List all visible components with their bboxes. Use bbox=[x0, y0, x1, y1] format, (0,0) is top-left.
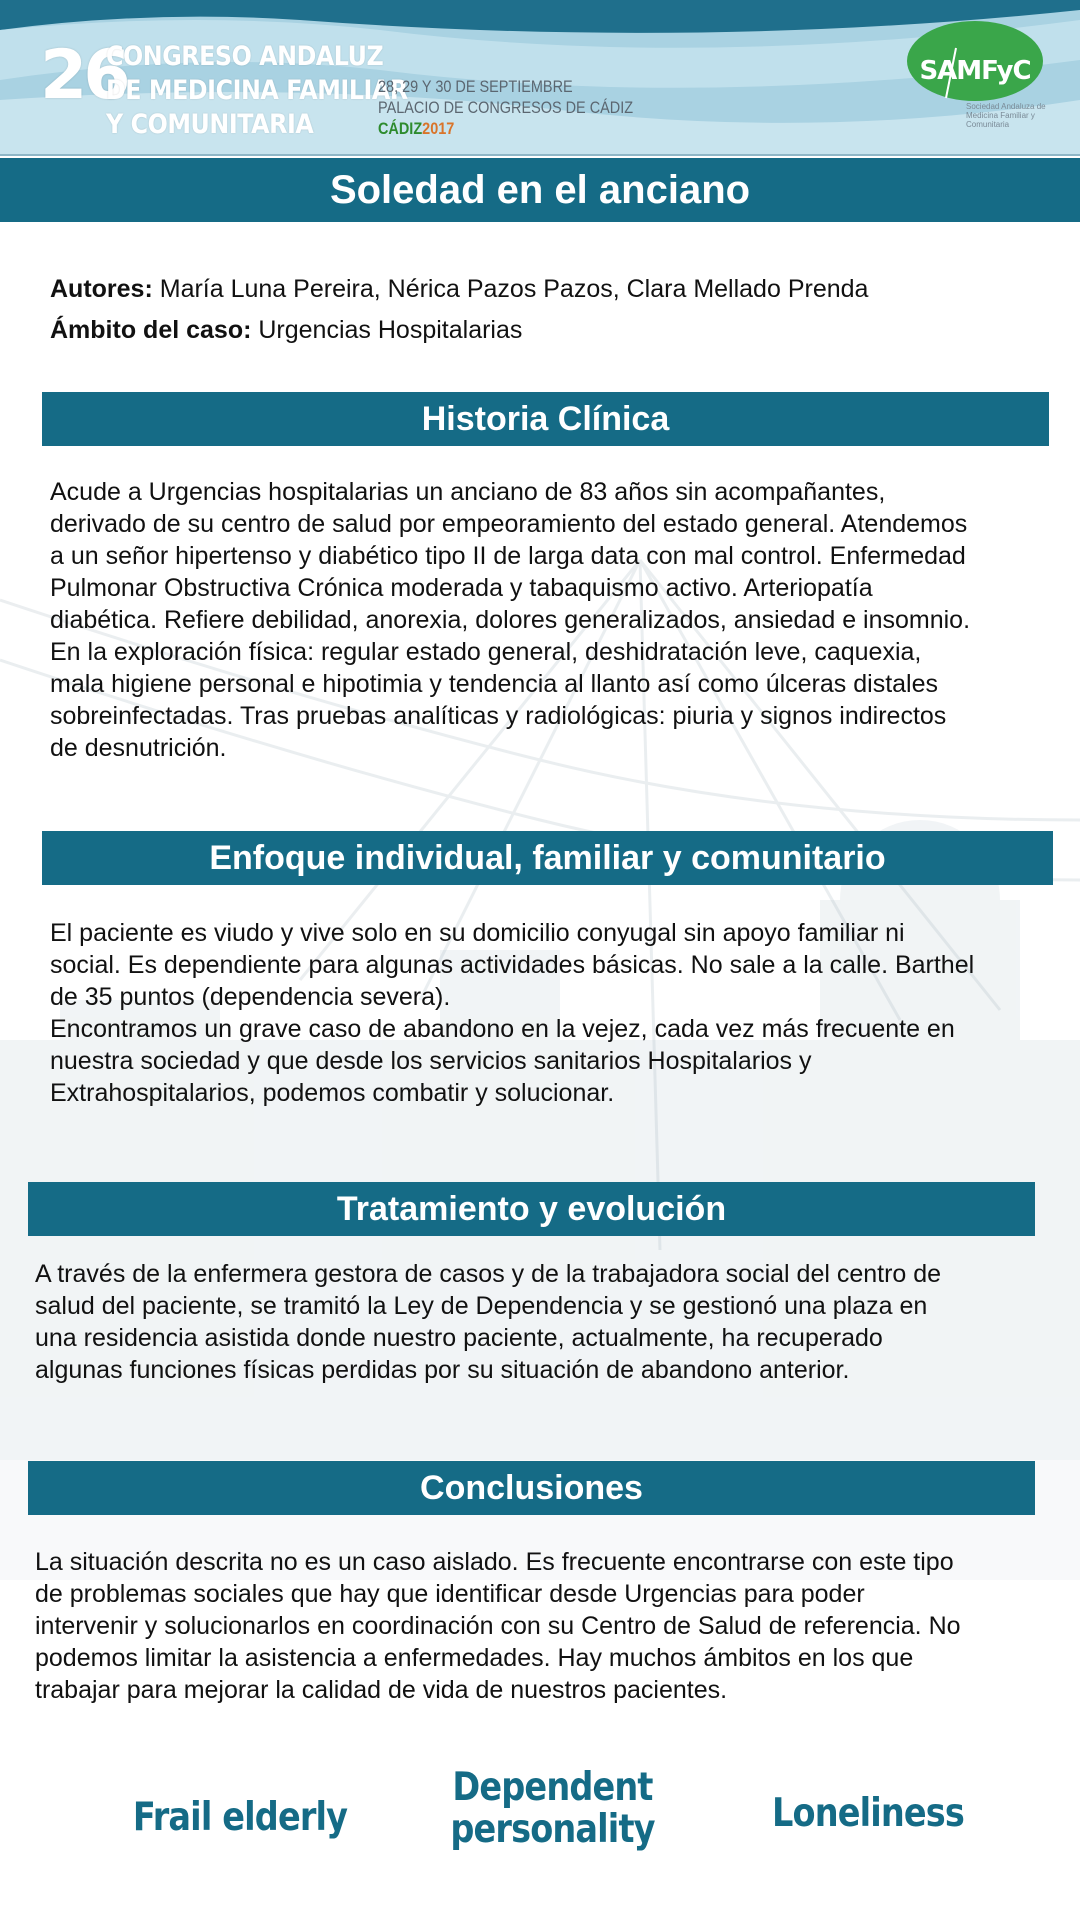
text-line: derivado de su centro de salud por empeoramiento del estado general. Atendemos bbox=[50, 510, 968, 538]
keyword-line: personality bbox=[450, 1807, 655, 1852]
congress-dates: 28, 29 Y 30 DE SEPTIEMBRE bbox=[378, 77, 573, 96]
congress-venue: PALACIO DE CONGRESOS DE CÁDIZ bbox=[378, 98, 634, 117]
text-line: En la exploración física: regular estado general, deshidratación leve, caquexia, bbox=[50, 638, 922, 666]
text-line: algunas funciones físicas perdidas por su situación de abandono anterior. bbox=[35, 1356, 850, 1384]
section-body-enfoque bbox=[50, 917, 1045, 1109]
congress-city-year bbox=[378, 118, 633, 139]
keyword-loneliness bbox=[748, 1793, 989, 1835]
text-line: mala higiene personal e hipotimia y tendencia al llanto así como úlceras distales bbox=[50, 670, 939, 698]
scope-line bbox=[50, 313, 522, 347]
keyword-dependent-personality bbox=[430, 1767, 675, 1851]
text-line: salud del paciente, se tramitó la Ley de Dependencia y se gestionó una plaza en bbox=[35, 1292, 928, 1320]
text-line: podemos limitar la asistencia a enfermedades. Hay muchos ámbitos en los que bbox=[35, 1644, 914, 1672]
text-line: de problemas sociales que hay que identificar desde Urgencias para poder bbox=[35, 1580, 865, 1608]
congress-title-line: CONGRESO ANDALUZ bbox=[106, 41, 384, 72]
text-line: de desnutrición. bbox=[50, 734, 227, 762]
keyword-line: Frail elderly bbox=[132, 1795, 348, 1840]
text-line: El paciente es viudo y vive solo en su domicilio conyugal sin apoyo familiar ni bbox=[50, 919, 905, 947]
authors-line bbox=[50, 272, 868, 306]
keyword-line: Dependent bbox=[452, 1765, 653, 1810]
congress-title-line: Y COMUNITARIA bbox=[106, 109, 314, 140]
text-line: social. Es dependiente para algunas actividades básicas. No sale a la calle. Barthel bbox=[50, 951, 975, 979]
section-body-historia-clinica bbox=[50, 476, 1040, 764]
text-line: intervenir y solucionarlos en coordinación con su Centro de Salud de referencia. No bbox=[35, 1612, 961, 1640]
section-title-conclusiones: Conclusiones bbox=[28, 1461, 1035, 1515]
authors-label: Autores: bbox=[50, 275, 153, 303]
authors-value: María Luna Pereira, Nérica Pazos Pazos, Clara Mellado Prenda bbox=[159, 275, 869, 303]
text-line: diabética. Refiere debilidad, anorexia, dolores generalizados, ansiedad e insomnio. bbox=[50, 606, 971, 634]
text-line: una residencia asistida donde nuestro paciente, actualmente, ha recuperado bbox=[35, 1324, 883, 1352]
text-line: trabajar para mejorar la calidad de vida de nuestros pacientes. bbox=[35, 1676, 728, 1704]
scope-value: Urgencias Hospitalarias bbox=[258, 316, 523, 344]
text-line: Encontramos un grave caso de abandono en la vejez, cada vez más frecuente en bbox=[50, 1015, 955, 1043]
section-body-conclusiones bbox=[35, 1546, 1030, 1706]
text-line: La situación descrita no es un caso aislado. Es frecuente encontrarse con este tipo bbox=[35, 1548, 954, 1576]
samfyc-logo-subtitle: Sociedad Andaluza de Medicina Familiar y Comunitaria bbox=[966, 102, 1046, 129]
congress-info bbox=[378, 76, 633, 139]
congress-title-line: DE MEDICINA FAMILIAR bbox=[106, 75, 408, 106]
congress-title bbox=[106, 40, 408, 142]
text-line: Extrahospitalarios, podemos combatir y solucionar. bbox=[50, 1079, 615, 1107]
section-title-historia-clinica: Historia Clínica bbox=[42, 392, 1049, 446]
text-line: Pulmonar Obstructiva Crónica moderada y tabaquismo activo. Arteriopatía bbox=[50, 574, 873, 602]
text-line: A través de la enfermera gestora de casos y de la trabajadora social del centro de bbox=[35, 1260, 942, 1288]
keyword-line: Loneliness bbox=[772, 1791, 964, 1836]
scope-label: Ámbito del caso: bbox=[50, 316, 252, 344]
congress-year: 2017 bbox=[422, 119, 455, 138]
section-title-enfoque: Enfoque individual, familiar y comunitario bbox=[42, 831, 1053, 885]
keyword-frail-elderly bbox=[120, 1797, 361, 1839]
text-line: nuestra sociedad y que desde los servicios sanitarios Hospitalarios y bbox=[50, 1047, 812, 1075]
text-line: sobreinfectadas. Tras pruebas analíticas y radiológicas: piuria y signos indirectos bbox=[50, 702, 947, 730]
text-line: de 35 puntos (dependencia severa). bbox=[50, 983, 451, 1011]
section-body-tratamiento bbox=[35, 1258, 1025, 1386]
text-line: a un señor hipertenso y diabético tipo II de larga data con mal control. Enfermedad bbox=[50, 542, 966, 570]
text-line: Acude a Urgencias hospitalarias un anciano de 83 años sin acompañantes, bbox=[50, 478, 886, 506]
congress-number: 26 bbox=[40, 36, 127, 115]
samfyc-logo-text: SAMFyC bbox=[919, 56, 1031, 86]
page-title: Soledad en el anciano bbox=[0, 158, 1080, 222]
section-title-tratamiento: Tratamiento y evolución bbox=[28, 1182, 1035, 1236]
congress-header bbox=[0, 0, 1080, 156]
congress-city: CÁDIZ bbox=[378, 119, 423, 138]
